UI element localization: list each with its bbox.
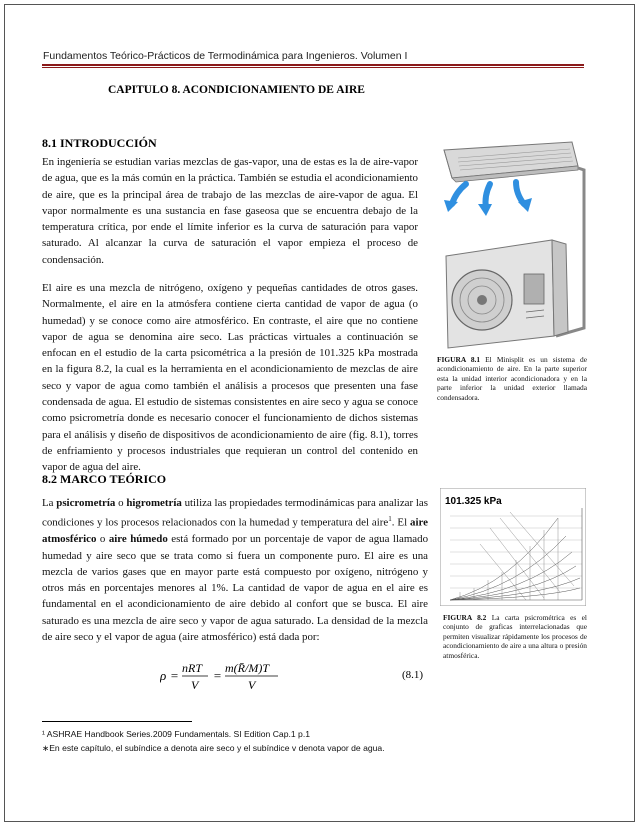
intro-paragraph-1: En ingeniería se estudian varias mezclas de gas-vapor, una de estas es la de aire-vapor de agua, que es la más común en la práctica. También se estudia el acondicionamiento de aire, que es la principal área de trabajo de las mezclas de aire-vapor de agua. El vapor normalmente es una sustancia en fase gaseosa que se encuentra debajo de la temperatura crítica, por ende el límite inferior es la curva de saturación para vapor saturado. Al alcanzar la curva de saturación el vapor empieza el proceso de condensación. [42, 156, 418, 266]
term-aire-atmosferico: aire atmosférico [42, 516, 428, 546]
figure-label: FIGURA 8.2 [443, 613, 487, 622]
equation-number: (8.1) [402, 669, 424, 681]
text-run: La [42, 497, 57, 509]
running-header: Fundamentos Teórico-Prácticos de Termodinámica para Ingenieros. Volumen I [43, 50, 408, 62]
term-aire-humedo: aire húmedo [108, 533, 168, 546]
marco-teorico-paragraph [42, 495, 428, 645]
figure-caption-8-1 [437, 355, 587, 402]
text-run: utiliza las propiedades termodinámicas para analizar las condiciones y los procesos relacionados con la humedad y temperatura del aire [42, 497, 429, 529]
footnote-mark: 1 [388, 515, 392, 524]
header-rule [42, 64, 584, 66]
chart-pressure-label: 101.325 kPa [445, 496, 502, 507]
psychrometric-chart-figure [440, 488, 586, 606]
figure-caption-8-2 [443, 613, 587, 660]
caption-text: El Minisplit es un sistema de acondicionamiento de aire. En la parte superior esta la unidad interior acondicionadora y en la parte inferior la unidad exterior llamada condensadora. [437, 355, 587, 402]
section-heading-introduccion: 8.1 INTRODUCCIÓN [42, 136, 157, 150]
equation-denominator: V [248, 678, 256, 692]
term-psicrometria: psicrometría [56, 497, 116, 509]
footnote-rule [42, 721, 192, 722]
equation-symbol: = [170, 668, 179, 683]
equation-numerator: nRT [182, 661, 203, 675]
text-run: está formado por un porcentaje de vapor de agua llamado humedad y aire seco que se trata como si fuera un componente puro. El aire es una mezcla de varios gases que en mayor parte está compuesto por oxígeno, nitrógeno y otros más en porcentajes menores al 1%. La cantidad de vapor de agua en el aire es fundamental en el acondicionamiento de aire debido al confort que se busca. El aire saturado es una mezcla de aire seco y vapor de agua saturado. La densidad de la mezcla de aire seco y el vapor de agua (aire atmosférico) está dada por: [42, 533, 429, 643]
footnote-1: ¹ ASHRAE Handbook Series.2009 Fundamentals. SI Edition Cap.1 p.1 [42, 729, 310, 739]
equation-symbol: = [213, 668, 222, 683]
caption-text: La carta psicrométrica es el conjunto de graficas interrelacionadas que permiten visualizar rápidamente los procesos de acondicionamiento de aire a una altura o presión atmosférica. [443, 613, 587, 660]
text-run: o [115, 497, 127, 509]
intro-paragraph-2: El aire es una mezcla de nitrógeno, oxígeno y pequeñas cantidades de otros gases. Normalmente, el aire en la atmósfera contiene cierta cantidad de vapor de agua (o humedad) y se conoce como aire atmosférico. En contraste, el aire que no contiene vapor de agua se denomina aire seco. Las prácticas virtuales a continuación se enfocan en el estudio de la carta psicométrica a la presión de 101.325 kPa mostrada en la figura 8.2, la cual es la herramienta en el acondicionamiento de mezclas de aire seco y vapor de agua como también el análisis a procesos que presenten una fase condensada de agua. El estudio de sistemas consistentes en aire seco y agua se conoce como psicrometría donde es necesario conocer el funcionamiento de dichos sistemas para el análisis y diseño de dispositivos de acondicionamiento de aire (fig. 8.1), torres de enfriamiento y procesos industriales que requieran un control del contenido en vapor de agua del aire. [42, 282, 418, 474]
minisplit-figure [432, 140, 592, 354]
equation-numerator: m(R̄/M)T [225, 661, 269, 675]
equation-denominator: V [191, 678, 199, 692]
footnote-2: ∗En este capítulo, el subíndice a denota aire seco y el subíndice v denota vapor de agua. [42, 743, 385, 753]
header-rule-thin [42, 67, 584, 68]
section-heading-marco-teorico: 8.2 MARCO TEÓRICO [42, 472, 167, 486]
equation-symbol: ρ [160, 668, 167, 683]
chapter-title: CAPITULO 8. ACONDICIONAMIENTO DE AIRE [108, 84, 365, 96]
equation-8-1 [160, 658, 300, 694]
text-run: o [96, 533, 109, 546]
figure-label: FIGURA 8.1 [437, 355, 481, 364]
text-run: . El [391, 516, 411, 529]
term-higrometria: higrometría [126, 497, 182, 509]
